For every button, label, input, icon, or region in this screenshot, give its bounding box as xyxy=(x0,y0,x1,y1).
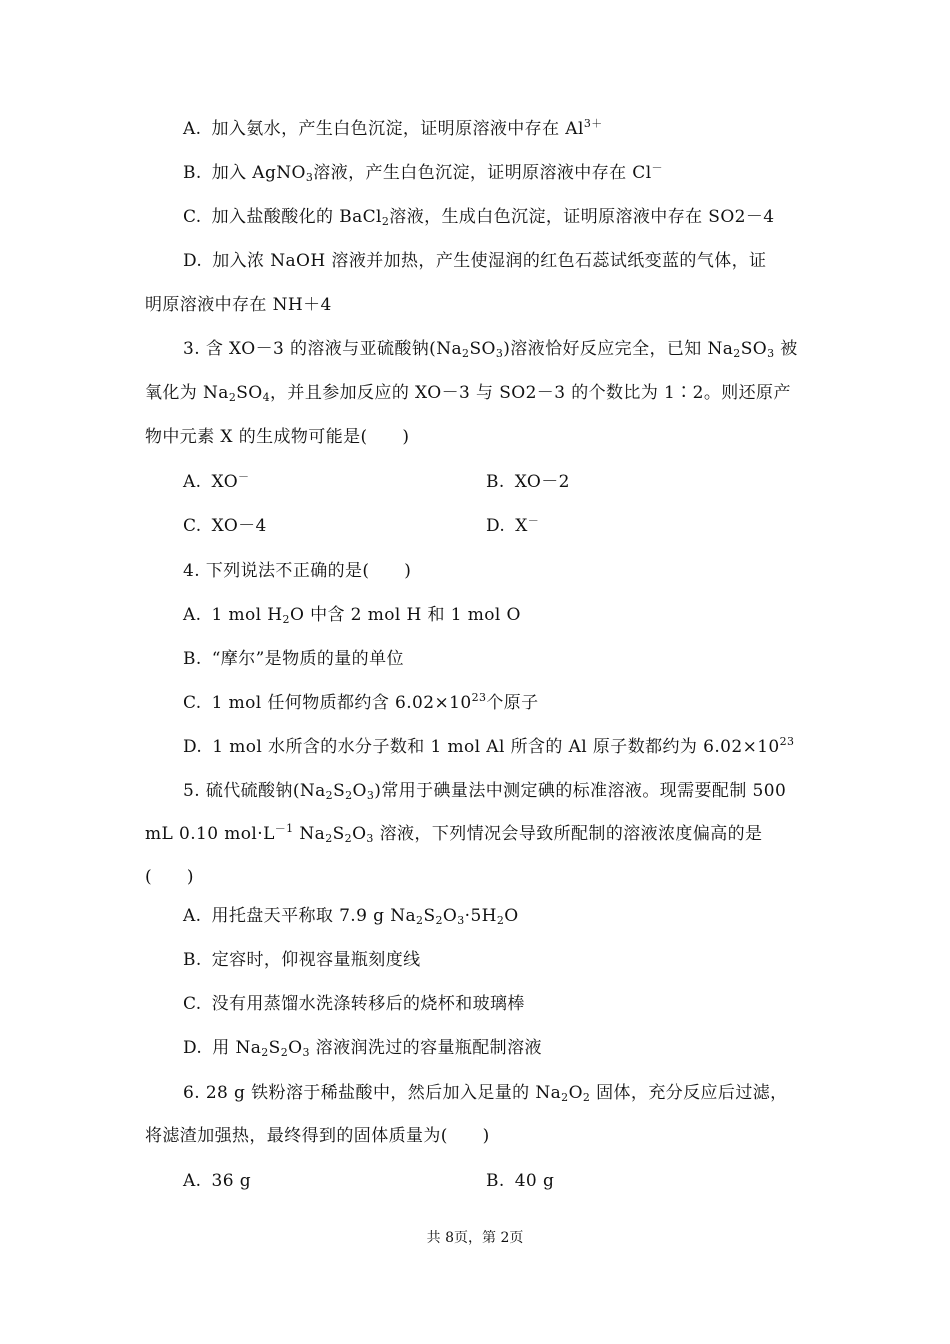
q3-option-a xyxy=(183,470,249,494)
option-text: 1 mol H xyxy=(211,605,283,625)
option-text: XO－2 xyxy=(514,472,570,492)
q3-option-d xyxy=(486,514,539,538)
option-text: 用 Na xyxy=(212,1038,262,1058)
subscript: 2 xyxy=(416,914,424,927)
option-label: B. xyxy=(486,472,505,492)
subscript: 2 xyxy=(561,1091,569,1104)
stem-text: 将滤渣加强热，最终得到的固体质量为( ) xyxy=(145,1126,490,1146)
q5-option-b xyxy=(183,948,421,972)
superscript: －1 xyxy=(274,822,294,835)
stem-text: 被 xyxy=(774,339,798,359)
subscript: 3 xyxy=(767,347,775,360)
option-text: O xyxy=(504,906,519,926)
option-text: 用托盘天平称取 7.9 g Na xyxy=(211,906,417,926)
option-text: O 中含 2 mol H 和 1 mol O xyxy=(289,605,521,625)
superscript: － xyxy=(527,514,540,527)
subscript: 2 xyxy=(582,1091,591,1104)
option-label: D. xyxy=(486,516,506,536)
option-label: C. xyxy=(183,207,202,227)
stem-text: SO xyxy=(236,383,263,403)
option-label: C. xyxy=(183,994,202,1014)
q2-option-a xyxy=(183,117,603,141)
stem-text: 物中元素 X 的生成物可能是( ) xyxy=(145,427,410,447)
option-text: 没有用蒸馏水洗涤转移后的烧杯和玻璃棒 xyxy=(211,994,525,1014)
option-label: A. xyxy=(183,605,202,625)
option-text: 明原溶液中存在 NH＋4 xyxy=(145,295,332,315)
q5-stem-line2 xyxy=(145,822,762,846)
option-text: 个原子 xyxy=(486,693,539,713)
q4-option-d xyxy=(183,735,794,759)
stem-text: 5. 硫代硫酸钠(Na xyxy=(183,781,326,801)
q3-option-b xyxy=(486,470,570,494)
stem-text: S xyxy=(332,824,345,844)
option-label: B. xyxy=(183,649,202,669)
option-text: O xyxy=(288,1038,303,1058)
option-label: A. xyxy=(183,119,202,139)
superscript: － xyxy=(651,161,663,174)
option-text: 溶液，产生白色沉淀，证明原溶液中存在 Cl xyxy=(313,163,652,183)
subscript: 2 xyxy=(280,1046,289,1059)
option-text: 加入盐酸酸化的 BaCl xyxy=(211,207,382,227)
option-text: 溶液润洗过的容量瓶配制溶液 xyxy=(309,1038,542,1058)
q5-option-c xyxy=(183,992,525,1016)
subscript: 2 xyxy=(435,914,443,927)
stem-text: SO xyxy=(740,339,768,359)
q6-stem-line1 xyxy=(183,1081,788,1105)
superscript: 3＋ xyxy=(583,117,603,130)
q4-option-a xyxy=(183,603,521,627)
subscript: 3 xyxy=(495,347,504,360)
subscript: 3 xyxy=(366,832,374,845)
option-label: B. xyxy=(486,1171,505,1191)
subscript: 2 xyxy=(381,215,390,228)
option-label: C. xyxy=(183,516,202,536)
q5-option-a xyxy=(183,904,519,928)
q3-option-c xyxy=(183,514,267,538)
q6-option-a xyxy=(183,1169,251,1193)
page-footer: 共 8页，第 2页 xyxy=(426,1230,524,1246)
subscript: 2 xyxy=(261,1046,269,1059)
option-label: A. xyxy=(183,472,202,492)
option-label: B. xyxy=(183,950,202,970)
stem-text: mL 0.10 mol·L xyxy=(145,824,275,844)
option-text: 1 mol 水所含的水分子数和 1 mol Al 所含的 Al 原子数都约为 6.02×10 xyxy=(212,737,780,757)
stem-text: O xyxy=(568,1083,583,1103)
q3-stem-line2 xyxy=(145,381,791,405)
q2-option-d xyxy=(183,249,766,273)
q2-option-b xyxy=(183,161,663,185)
option-text: 定容时，仰视容量瓶刻度线 xyxy=(211,950,421,970)
subscript: 3 xyxy=(305,171,314,184)
stem-text: 溶液，下列情况会导致所配制的溶液浓度偏高的是 xyxy=(373,824,763,844)
option-text: 40 g xyxy=(514,1171,555,1191)
subscript: 2 xyxy=(345,789,353,802)
stem-text: O xyxy=(352,781,367,801)
option-text: XO－4 xyxy=(211,516,267,536)
option-text: 溶液，生成白色沉淀，证明原溶液中存在 SO2－4 xyxy=(389,207,775,227)
stem-text: ，并且参加反应的 XO－3 与 SO2－3 的个数比为 1∶2。则还原产 xyxy=(270,383,791,403)
superscript: 23 xyxy=(471,691,487,704)
stem-text: Na xyxy=(293,824,326,844)
stem-text: 4. 下列说法不正确的是( ) xyxy=(183,561,412,581)
q2-option-d-cont xyxy=(145,293,332,317)
q5-stem-line1 xyxy=(183,779,786,803)
option-text: 加入 AgNO xyxy=(211,163,306,183)
option-text: XO xyxy=(211,472,239,492)
subscript: 2 xyxy=(733,347,741,360)
option-label: A. xyxy=(183,1171,202,1191)
subscript: 2 xyxy=(325,789,334,802)
option-label: B. xyxy=(183,163,202,183)
q4-option-b xyxy=(183,647,404,671)
subscript: 2 xyxy=(228,391,237,404)
subscript: 2 xyxy=(325,832,333,845)
subscript: 3 xyxy=(302,1046,310,1059)
stem-text: 氧化为 Na xyxy=(145,383,229,403)
stem-text: 3. 含 XO－3 的溶液与亚硫酸钠(Na xyxy=(183,339,463,359)
q3-stem-line1 xyxy=(183,337,798,361)
option-text: 1 mol 任何物质都约含 6.02×10 xyxy=(211,693,472,713)
option-text: X xyxy=(515,516,528,536)
subscript: 4 xyxy=(262,391,271,404)
subscript: 2 xyxy=(462,347,470,360)
option-text: ·5H xyxy=(464,906,497,926)
superscript: 23 xyxy=(779,735,795,748)
subscript: 2 xyxy=(496,914,505,927)
option-text: “摩尔”是物质的量的单位 xyxy=(211,649,404,669)
option-text: 36 g xyxy=(211,1171,252,1191)
option-text: S xyxy=(268,1038,281,1058)
q5-option-d xyxy=(183,1036,542,1060)
subscript: 2 xyxy=(282,613,290,626)
superscript: － xyxy=(238,470,250,483)
option-text: O xyxy=(442,906,458,926)
q5-stem-line3 xyxy=(145,865,194,889)
q3-stem-line3 xyxy=(145,425,409,449)
stem-text: O xyxy=(352,824,367,844)
option-text: 加入氨水，产生白色沉淀，证明原溶液中存在 Al xyxy=(211,119,584,139)
option-text: S xyxy=(423,906,436,926)
option-label: D. xyxy=(183,251,203,271)
subscript: 3 xyxy=(457,914,465,927)
subscript: 2 xyxy=(344,832,353,845)
stem-text: 6. 28 g 铁粉溶于稀盐酸中，然后加入足量的 Na xyxy=(183,1083,562,1103)
subscript: 3 xyxy=(366,789,375,802)
option-label: D. xyxy=(183,737,203,757)
q4-stem xyxy=(183,559,411,583)
stem-text: SO xyxy=(469,339,496,359)
q6-stem-line2 xyxy=(145,1124,490,1148)
stem-text: 固体，充分反应后过滤， xyxy=(590,1083,788,1103)
q4-option-c xyxy=(183,691,539,715)
option-label: C. xyxy=(183,693,202,713)
option-label: D. xyxy=(183,1038,203,1058)
stem-text: )溶液恰好反应完全，已知 Na xyxy=(503,339,734,359)
option-label: A. xyxy=(183,906,202,926)
q6-option-b xyxy=(486,1169,554,1193)
stem-text: S xyxy=(333,781,346,801)
option-text: 加入浓 NaOH 溶液并加热，产生使湿润的红色石蕊试纸变蓝的气体，证 xyxy=(212,251,767,271)
q2-option-c xyxy=(183,205,775,229)
stem-text: )常用于碘量法中测定碘的标准溶液。现需要配制 500 xyxy=(374,781,787,801)
stem-text: ( ) xyxy=(145,867,194,887)
